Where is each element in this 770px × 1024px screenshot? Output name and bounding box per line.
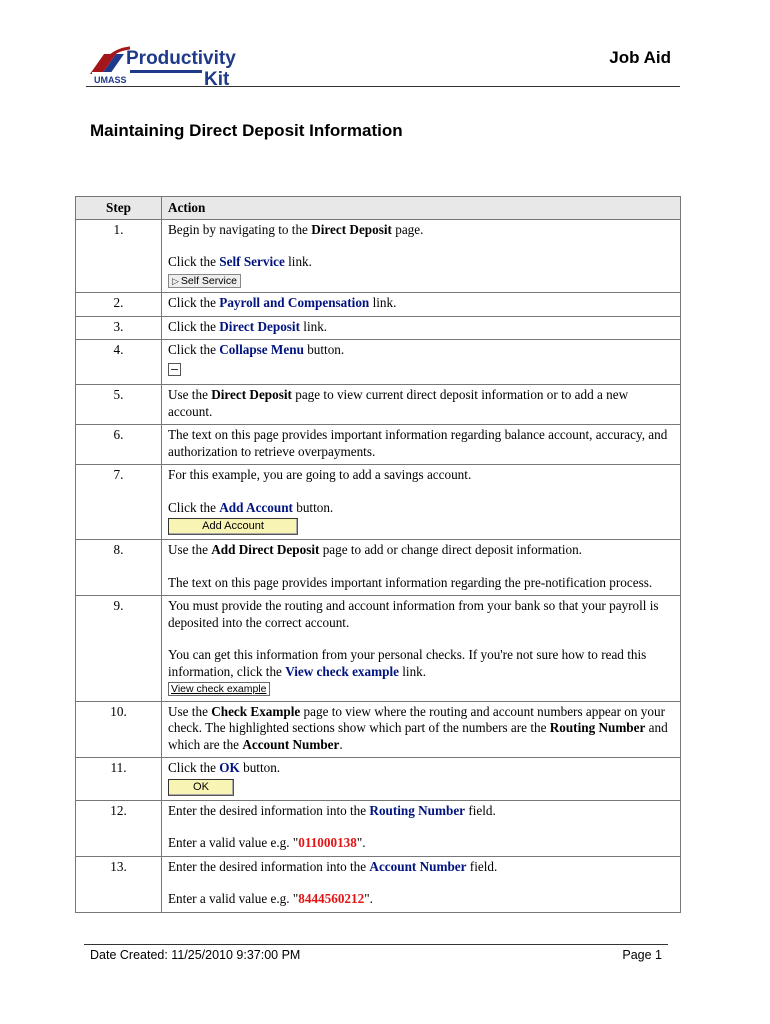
add-account-button[interactable]: Add Account <box>168 518 298 535</box>
text: The text on this page provides important information regarding the pre-notification process. <box>168 574 653 590</box>
bold-term: Add Direct Deposit <box>211 542 320 557</box>
text: link. <box>369 295 397 310</box>
text: Use the <box>168 542 212 557</box>
header-divider <box>86 86 680 87</box>
ui-term: OK <box>219 760 240 775</box>
text: Click the <box>168 254 220 269</box>
text: Click the <box>168 318 220 334</box>
table-row <box>76 316 681 340</box>
steps-table <box>75 196 681 913</box>
text: You must provide the routing and account information from your bank so that your payroll is deposited into the correct account. <box>168 598 659 630</box>
text: page to add or change direct deposit information. <box>319 542 582 557</box>
text: Click the <box>168 760 220 775</box>
bold-term: Direct Deposit <box>311 221 392 237</box>
step-number: 11. <box>76 758 162 801</box>
step-number: 4. <box>76 340 162 385</box>
ui-term: Routing Number <box>369 802 466 818</box>
text: button. <box>292 499 334 515</box>
example-value: 8444560212 <box>298 891 365 906</box>
bold-term: Check Example <box>211 703 301 719</box>
text: Click the <box>168 342 220 357</box>
text: Enter a valid value e.g. " <box>168 835 299 850</box>
step-number: 6. <box>76 425 162 465</box>
text: Use the <box>168 703 212 719</box>
logo-org-text: UMASS <box>94 75 127 85</box>
table-row <box>76 425 681 465</box>
text: button. <box>239 760 281 775</box>
text: For this example, you are going to add a savings account. <box>168 467 472 482</box>
step-number: 3. <box>76 316 162 340</box>
table-row <box>76 701 681 758</box>
step-action <box>162 340 681 385</box>
step-number: 5. <box>76 385 162 425</box>
step-number: 8. <box>76 540 162 596</box>
text: Use the <box>168 387 212 402</box>
table-row <box>76 856 681 912</box>
page-title: Maintaining Direct Deposit Information <box>90 121 403 140</box>
step-action <box>162 425 681 465</box>
ui-term: Account Number <box>369 858 467 874</box>
step-action <box>162 596 681 702</box>
table-row <box>76 385 681 425</box>
footer-date-created: Date Created: 11/25/2010 9:37:00 PM <box>90 948 301 962</box>
self-service-label: Self Service <box>180 274 237 287</box>
text: page to view current direct deposit information or to add a new account. <box>168 387 629 419</box>
step-action <box>162 465 681 540</box>
step-number: 12. <box>76 800 162 856</box>
step-number: 9. <box>76 596 162 702</box>
self-service-link[interactable] <box>168 274 241 288</box>
ok-button[interactable]: OK <box>168 779 234 796</box>
step-action <box>162 758 681 801</box>
step-number: 7. <box>76 465 162 540</box>
text: The text on this page provides important information regarding balance account, accuracy, and authorization to retrieve overpayments. <box>168 427 668 459</box>
step-action <box>162 316 681 340</box>
table-row <box>76 293 681 317</box>
text: Enter a valid value e.g. " <box>168 891 299 906</box>
step-number: 13. <box>76 856 162 912</box>
ui-term: Collapse Menu <box>219 342 304 357</box>
text: Enter the desired information into the <box>168 802 370 818</box>
text: Click the <box>168 499 220 515</box>
table-row <box>76 596 681 702</box>
text: You can get this information from your personal checks. If you're not sure how to read this information, click the <box>168 647 647 679</box>
logo-text-productivity: Productivity <box>126 48 236 69</box>
action-column-header: Action <box>162 197 681 220</box>
step-action <box>162 540 681 596</box>
table-row <box>76 219 681 293</box>
text: . <box>339 736 343 752</box>
step-action <box>162 856 681 912</box>
text: field. <box>465 802 496 818</box>
table-row <box>76 340 681 385</box>
text: ". <box>364 891 373 906</box>
text: ". <box>356 835 366 850</box>
ui-term: Direct Deposit <box>219 318 300 334</box>
ui-term: Add Account <box>219 499 293 515</box>
step-column-header: Step <box>76 197 162 220</box>
table-header-row <box>76 197 681 220</box>
step-number: 2. <box>76 293 162 317</box>
example-value: 011000138 <box>298 835 357 850</box>
text: link. <box>284 254 312 269</box>
bold-term: Account Number <box>242 736 340 752</box>
ui-term: Payroll and Compensation <box>219 295 370 310</box>
step-number: 10. <box>76 701 162 758</box>
table-row <box>76 540 681 596</box>
text: page to view where the routing and account numbers appear on your check. The highlighted sections show which part of the numbers are the <box>168 703 665 735</box>
text: Enter the desired information into the <box>168 858 370 874</box>
text: Begin by navigating to the <box>168 221 312 237</box>
step-action <box>162 385 681 425</box>
text: link. <box>299 318 328 334</box>
productivity-kit-logo <box>86 44 256 88</box>
text: button. <box>303 342 345 357</box>
footer-page-number: Page 1 <box>622 948 662 962</box>
triangle-right-icon: ▷ <box>172 275 179 286</box>
step-action <box>162 219 681 293</box>
text: link. <box>398 663 427 679</box>
step-number: 1. <box>76 219 162 293</box>
ui-term: View check example <box>285 663 399 679</box>
job-aid-label: Job Aid <box>609 48 671 67</box>
text: field. <box>466 858 498 874</box>
step-action <box>162 800 681 856</box>
step-action <box>162 293 681 317</box>
text: and which are the <box>168 720 668 752</box>
ui-term: Self Service <box>219 254 285 269</box>
collapse-menu-icon[interactable] <box>168 363 181 376</box>
footer-divider <box>84 944 668 945</box>
table-row <box>76 465 681 540</box>
text: Click the <box>168 295 220 310</box>
bold-term: Routing Number <box>549 720 646 735</box>
step-action <box>162 701 681 758</box>
table-row <box>76 800 681 856</box>
view-check-example-link[interactable]: View check example <box>168 682 270 696</box>
text: page. <box>391 221 424 237</box>
bold-term: Direct Deposit <box>211 387 292 402</box>
table-row <box>76 758 681 801</box>
logo-text-kit: Kit <box>204 69 230 88</box>
